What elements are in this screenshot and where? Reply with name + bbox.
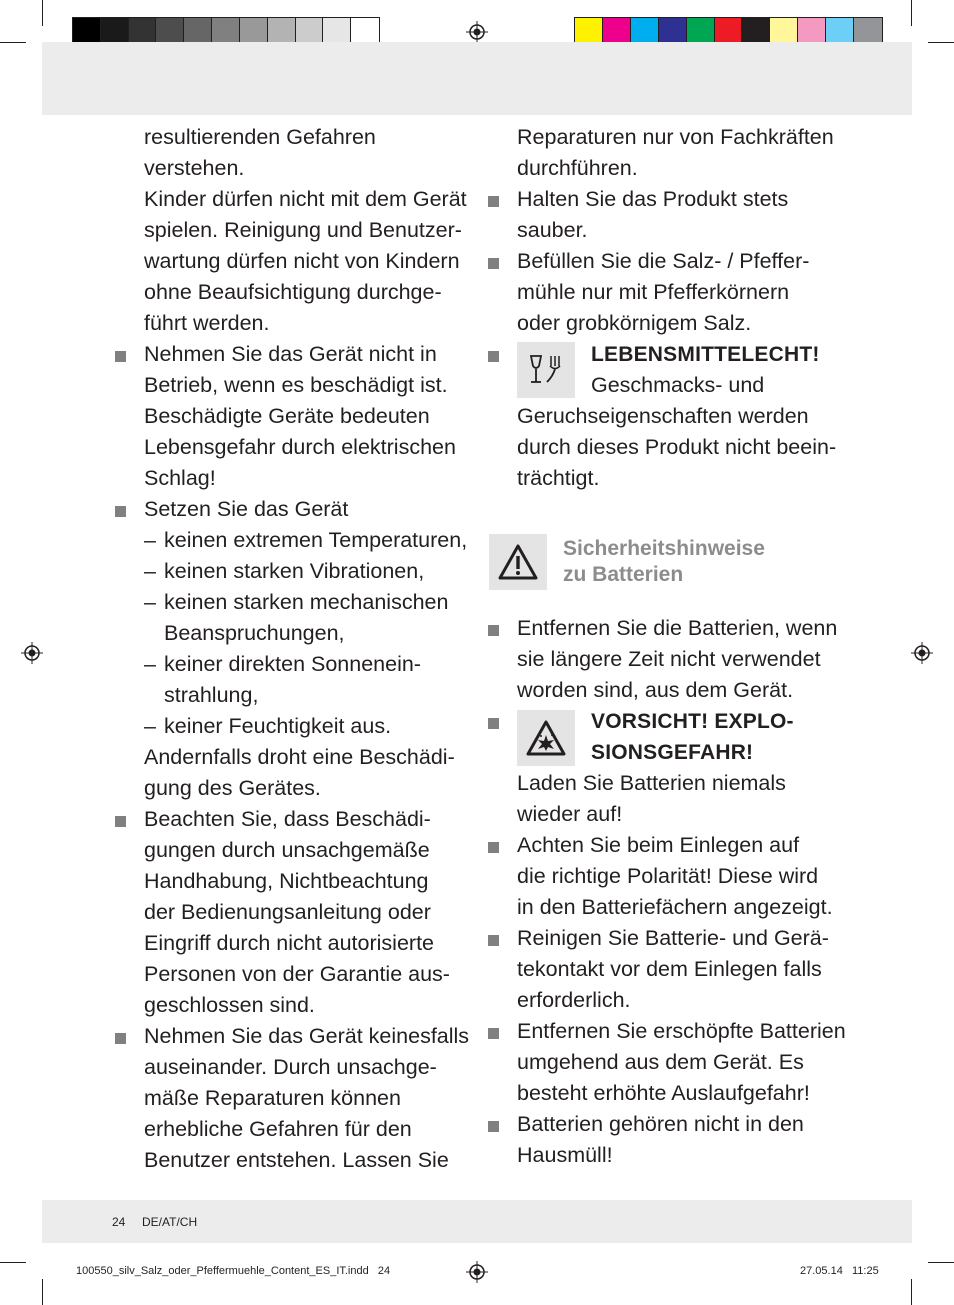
text-line: gung des Gerätes.	[144, 776, 321, 800]
section-title-line: zu Batterien	[563, 563, 684, 586]
text-line: spielen. Reinigung und Benutzer-	[144, 218, 462, 242]
color-swatch	[156, 18, 184, 45]
dash-list	[144, 525, 474, 742]
dash-item	[144, 556, 474, 587]
page-number: 24	[112, 1215, 126, 1229]
bullet-item	[517, 184, 847, 246]
color-swatch	[687, 18, 715, 45]
bullet-item	[144, 804, 474, 1021]
warning-title: VORSICHT! EXPLO-	[591, 710, 794, 733]
text-line: Handhabung, Nichtbeachtung	[144, 869, 429, 893]
text-line: Lebensgefahr durch elektrischen	[144, 435, 456, 459]
bullet-item	[144, 494, 474, 804]
dash-marker: –	[144, 559, 156, 583]
color-swatch	[770, 18, 798, 45]
food-safe-line: Geschmacks- und	[591, 373, 765, 397]
header-band	[42, 42, 912, 115]
text-line: sie längere Zeit nicht verwendet	[517, 647, 821, 671]
registration-mark-icon	[911, 642, 933, 664]
text-line: Personen von der Garantie aus-	[144, 962, 450, 986]
text-line: auseinander. Durch unsachge-	[144, 1055, 437, 1079]
explosion-hazard-icon	[517, 710, 575, 766]
text-line: Kinder dürfen nicht mit dem Gerät	[144, 187, 467, 211]
dash-text: strahlung,	[164, 683, 259, 707]
text-line: die richtige Polarität! Diese wird	[517, 864, 819, 888]
registration-mark-icon	[21, 642, 43, 664]
section-title	[563, 536, 863, 588]
paragraph	[517, 122, 847, 184]
dash-item	[144, 649, 474, 711]
dash-item	[144, 587, 474, 649]
text-line: worden sind, aus dem Gerät.	[517, 678, 794, 702]
text-line: in den Batteriefächern angezeigt.	[517, 895, 833, 919]
text-line: der Bedienungsanleitung oder	[144, 900, 431, 924]
crop-mark	[42, 1279, 43, 1305]
bullet-item	[517, 1016, 847, 1109]
dash-text: keinen starken mechanischen	[164, 590, 449, 614]
text-line: durch dieses Produkt nicht beein-	[517, 435, 837, 459]
text-line: Eingriff durch nicht autorisierte	[144, 931, 434, 955]
color-swatch	[798, 18, 826, 45]
crop-mark	[42, 0, 43, 26]
color-swatch	[575, 18, 603, 45]
battery-safety-list	[517, 613, 847, 1171]
registration-mark-icon	[466, 1261, 488, 1283]
dash-text: Beanspruchungen,	[164, 621, 345, 645]
warning-text	[517, 768, 847, 830]
text-line: führt werden.	[144, 311, 270, 335]
text-line: besteht erhöhte Auslaufgefahr!	[517, 1081, 810, 1105]
crop-mark	[911, 1279, 912, 1305]
color-swatch	[659, 18, 687, 45]
bullet-item	[517, 613, 847, 706]
bullet-text: Setzen Sie das Gerät	[144, 497, 349, 521]
text-line: Benutzer entstehen. Lassen Sie	[144, 1148, 449, 1172]
dash-text: keinen extremen Temperaturen,	[164, 528, 468, 552]
dash-marker: –	[144, 652, 156, 676]
dash-text: keiner direkten Sonnenein-	[164, 652, 421, 676]
section-title-line: Sicherheitshinweise	[563, 537, 765, 560]
text-line: Reinigen Sie Batterie- und Gerä-	[517, 926, 829, 950]
text-line: Reparaturen nur von Fachkräften	[517, 125, 834, 149]
right-column	[517, 122, 847, 494]
text-line: Beachten Sie, dass Beschädi-	[144, 807, 431, 831]
dash-text: keiner Feuchtigkeit aus.	[164, 714, 392, 738]
bullet-item	[144, 1021, 474, 1176]
registration-mark-icon	[466, 21, 488, 43]
bullet-item	[517, 246, 847, 339]
color-swatch	[715, 18, 743, 45]
text-line: trächtigt.	[517, 466, 600, 490]
text-line: Nehmen Sie das Gerät nicht in	[144, 342, 437, 366]
text-line: Entfernen Sie erschöpfte Batterien	[517, 1019, 846, 1043]
text-line: mühle nur mit Pfefferkörnern	[517, 280, 790, 304]
text-line: Achten Sie beim Einlegen auf	[517, 833, 800, 857]
text-line: erhebliche Gefahren für den	[144, 1117, 412, 1141]
text-line: umgehend aus dem Gerät. Es	[517, 1050, 804, 1074]
dash-marker: –	[144, 528, 156, 552]
text-line: erforderlich.	[517, 988, 631, 1012]
color-swatch	[73, 18, 101, 45]
left-column	[144, 122, 474, 1176]
paragraph	[144, 122, 474, 339]
text-line: geschlossen sind.	[144, 993, 315, 1017]
text-line: Laden Sie Batterien niemals	[517, 771, 786, 795]
color-swatch	[603, 18, 631, 45]
food-safe-title: LEBENSMITTELECHT!	[591, 343, 820, 366]
crop-mark	[928, 42, 954, 43]
bullet-item	[517, 830, 847, 923]
file-name: 100550_silv_Salz_oder_Pfeffermuehle_Content_ES_IT.indd 24	[76, 1265, 391, 1277]
text-line: Nehmen Sie das Gerät keinesfalls	[144, 1024, 470, 1048]
color-swatch	[129, 18, 157, 45]
bullet-item	[517, 1109, 847, 1171]
bullet-text	[144, 742, 474, 804]
crop-mark	[0, 42, 26, 43]
text-line: wieder auf!	[517, 802, 623, 826]
text-line: sauber.	[517, 218, 588, 242]
dash-item	[144, 525, 474, 556]
text-line: Andernfalls droht eine Beschädi-	[144, 745, 455, 769]
bullet-item	[144, 339, 474, 494]
text-line: Entfernen Sie die Batterien, wenn	[517, 616, 838, 640]
crop-mark	[928, 1262, 954, 1263]
food-safe-text	[517, 401, 847, 494]
text-line: wartung dürfen nicht von Kindern	[144, 249, 460, 273]
color-swatch	[351, 18, 379, 45]
timestamp: 27.05.14 11:25	[800, 1265, 879, 1277]
warning-triangle-icon	[489, 534, 547, 590]
color-swatch	[854, 18, 882, 45]
color-swatch	[184, 18, 212, 45]
dash-marker: –	[144, 714, 156, 738]
text-line: mäße Reparaturen können	[144, 1086, 401, 1110]
text-line: ohne Beaufsichtigung durchge-	[144, 280, 442, 304]
text-line: Hausmüll!	[517, 1143, 613, 1167]
crop-mark	[0, 1262, 26, 1263]
text-line: gungen durch unsachgemäße	[144, 838, 430, 862]
bullet-item	[517, 923, 847, 1016]
color-swatch	[101, 18, 129, 45]
text-line: Beschädigte Geräte bedeuten	[144, 404, 430, 428]
text-line: resultierenden Gefahren verstehen.	[144, 125, 376, 180]
color-swatch	[268, 18, 296, 45]
text-line: Halten Sie das Produkt stets	[517, 187, 789, 211]
color-swatch	[631, 18, 659, 45]
dash-marker: –	[144, 590, 156, 614]
dash-text: keinen starken Vibrationen,	[164, 559, 425, 583]
text-line: Batterien gehören nicht in den	[517, 1112, 804, 1136]
color-swatch	[826, 18, 854, 45]
text-line: tekontakt vor dem Einlegen falls	[517, 957, 822, 981]
color-swatch	[240, 18, 268, 45]
text-line: Betrieb, wenn es beschädigt ist.	[144, 373, 448, 397]
text-line: Befüllen Sie die Salz- / Pfeffer-	[517, 249, 810, 273]
text-line: durchführen.	[517, 156, 638, 180]
locale-label: DE/AT/CH	[142, 1215, 198, 1229]
text-line: oder grobkörnigem Salz.	[517, 311, 752, 335]
text-line: Schlag!	[144, 466, 216, 490]
food-safe-icon	[517, 342, 575, 398]
color-swatch	[296, 18, 324, 45]
color-swatch	[212, 18, 240, 45]
dash-item	[144, 711, 474, 742]
crop-mark	[911, 0, 912, 26]
warning-title: SIONSGEFAHR!	[591, 741, 754, 764]
color-swatch	[323, 18, 351, 45]
text-line: Geruchseigenschaften werden	[517, 404, 809, 428]
color-swatch	[742, 18, 770, 45]
